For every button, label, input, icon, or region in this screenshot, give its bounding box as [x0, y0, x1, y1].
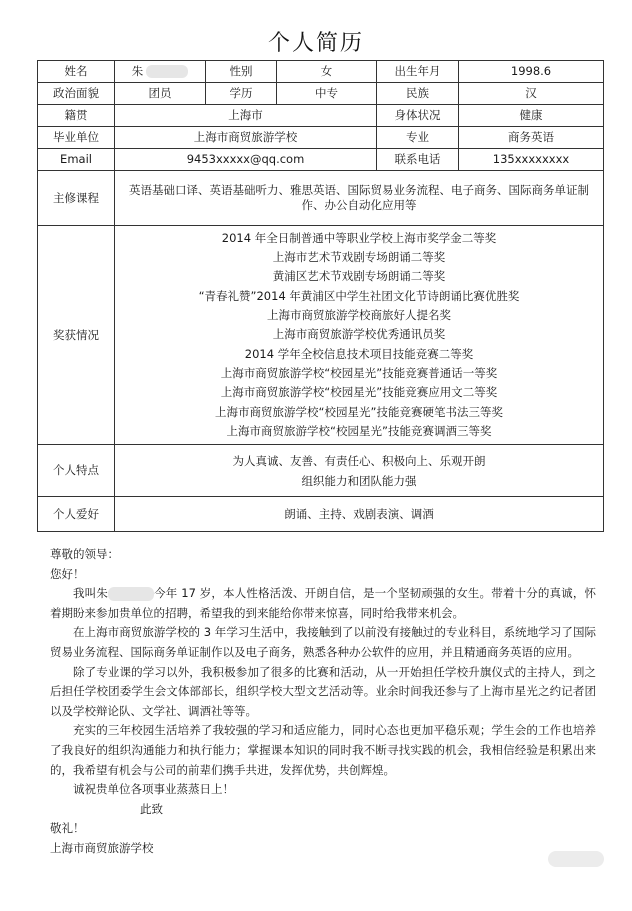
birth-label: 出生年月 — [377, 61, 459, 83]
redaction-blur — [548, 851, 604, 867]
table-row — [38, 105, 604, 127]
traits-line: 为人真诚、友善、有责任心、积极向上、乐观开朗 — [232, 453, 486, 468]
table-row — [38, 445, 604, 497]
letter-jingli: 敬礼！ — [50, 821, 85, 836]
letter-paragraph: 在上海市商贸旅游学校的 3 年学习生活中，我接触到了以前没有接触过的专业科目，系统地学习了国际贸易业务流程、国际商务单证制作以及电子商务，熟悉各种办公软件的应用，并且精通商务英语的应用。 — [50, 625, 596, 659]
table-row — [38, 61, 604, 83]
award-item: 上海市商贸旅游学校优秀通讯员奖 — [272, 327, 446, 342]
award-item: 2014 学年全校信息技术项目技能竞赛二等奖 — [244, 346, 474, 361]
letter-greeting: 您好！ — [50, 566, 85, 581]
table-row — [38, 171, 604, 226]
awards-list — [115, 226, 604, 445]
health-value: 健康 — [459, 105, 604, 127]
letter-cizhi: 此致 — [140, 801, 163, 816]
redaction-blur — [146, 65, 188, 78]
email-label: Email — [38, 149, 115, 171]
phone-value: 135xxxxxxxx — [459, 149, 604, 171]
letter-signature: 上海市商贸旅游学校 — [50, 840, 154, 855]
courses-value: 英语基础口译、英语基础听力、雅思英语、国际贸易业务流程、电子商务、国际商务单证制作、办公自动化应用等 — [115, 171, 604, 226]
name-label: 姓名 — [38, 61, 115, 83]
award-item: 上海市商贸旅游学校“校园星光”技能竞赛普通话一等奖 — [220, 365, 498, 380]
award-item: 上海市商贸旅游学校“校园星光”技能竞赛硬笔书法三等奖 — [215, 404, 503, 419]
cover-letter — [50, 545, 596, 859]
hobbies-label: 个人爱好 — [38, 497, 115, 532]
table-row — [38, 149, 604, 171]
phone-label: 联系电话 — [377, 149, 459, 171]
ethnicity-label: 民族 — [377, 83, 459, 105]
gender-value: 女 — [277, 61, 377, 83]
award-item: 黄浦区艺术节戏剧专场朗诵二等奖 — [272, 269, 446, 284]
awards-label: 奖获情况 — [38, 226, 115, 445]
redaction-blur — [108, 587, 154, 601]
courses-label: 主修课程 — [38, 171, 115, 226]
hobbies-value: 朗诵、主持、戏剧表演、调酒 — [115, 497, 604, 532]
political-value: 团员 — [115, 83, 206, 105]
name-value: 朱 — [115, 61, 206, 83]
school-label: 毕业单位 — [38, 127, 115, 149]
letter-paragraph: 我叫朱 今年 17 岁，本人性格活泼、开朗自信，是一个坚韧顽强的女生。带着十分的真诚，怀着期盼来参加贵单位的招聘，希望我的到来能给你带来惊喜，同时给我带来机会。 — [50, 586, 596, 620]
table-row — [38, 226, 604, 445]
ethnicity-value: 汉 — [459, 83, 604, 105]
origin-value: 上海市 — [115, 105, 377, 127]
political-label: 政治面貌 — [38, 83, 115, 105]
school-value: 上海市商贸旅游学校 — [115, 127, 377, 149]
health-label: 身体状况 — [377, 105, 459, 127]
birth-value: 1998.6 — [459, 61, 604, 83]
table-row — [38, 83, 604, 105]
letter-paragraph: 除了专业课的学习以外，我积极参加了很多的比赛和活动，从一开始担任学校升旗仪式的主持人，到之后担任学校团委学生会文体部部长，组织学校大型文艺活动等。业余时间我还参与了上海市星光之约记者团以及学校辩论队、文学社、调酒社等等。 — [50, 664, 596, 718]
traits-label: 个人特点 — [38, 445, 115, 497]
gender-label: 性别 — [206, 61, 277, 83]
resume-table — [37, 60, 604, 532]
award-item: 上海市艺术节戏剧专场朗诵二等奖 — [272, 250, 446, 265]
origin-label: 籍贯 — [38, 105, 115, 127]
traits-line: 组织能力和团队能力强 — [301, 473, 417, 488]
letter-paragraph: 充实的三年校园生活培养了我较强的学习和适应能力，同时心态也更加平稳乐观；学生会的工作也培养了我良好的组织沟通能力和执行能力；掌握课本知识的同时我不断寻找实践的机会，我相信经验是积累出来的，我希望有机会与公司的前辈们携手共进，发挥优势，共创辉煌。 — [50, 723, 596, 777]
email-value: 9453xxxxx@qq.com — [115, 149, 377, 171]
education-value: 中专 — [277, 83, 377, 105]
award-item: “青春礼赞”2014 年黄浦区中学生社团文化节诗朗诵比赛优胜奖 — [198, 288, 520, 303]
table-row — [38, 127, 604, 149]
award-item: 2014 年全日制普通中等职业学校上海市奖学金二等奖 — [221, 230, 497, 245]
education-label: 学历 — [206, 83, 277, 105]
award-item: 上海市商贸旅游学校“校园星光”技能竞赛调酒三等奖 — [226, 423, 492, 438]
major-label: 专业 — [377, 127, 459, 149]
table-row — [38, 497, 604, 532]
traits-value — [115, 445, 604, 497]
letter-paragraph: 诚祝贵单位各项事业蒸蒸日上！ — [73, 782, 234, 797]
page-title: 个人简历 — [267, 31, 364, 56]
award-item: 上海市商贸旅游学校商旅好人提名奖 — [267, 308, 451, 323]
letter-salutation: 尊敬的领导： — [50, 547, 119, 561]
major-value: 商务英语 — [459, 127, 604, 149]
award-item: 上海市商贸旅游学校“校园星光”技能竞赛应用文二等奖 — [220, 385, 498, 400]
